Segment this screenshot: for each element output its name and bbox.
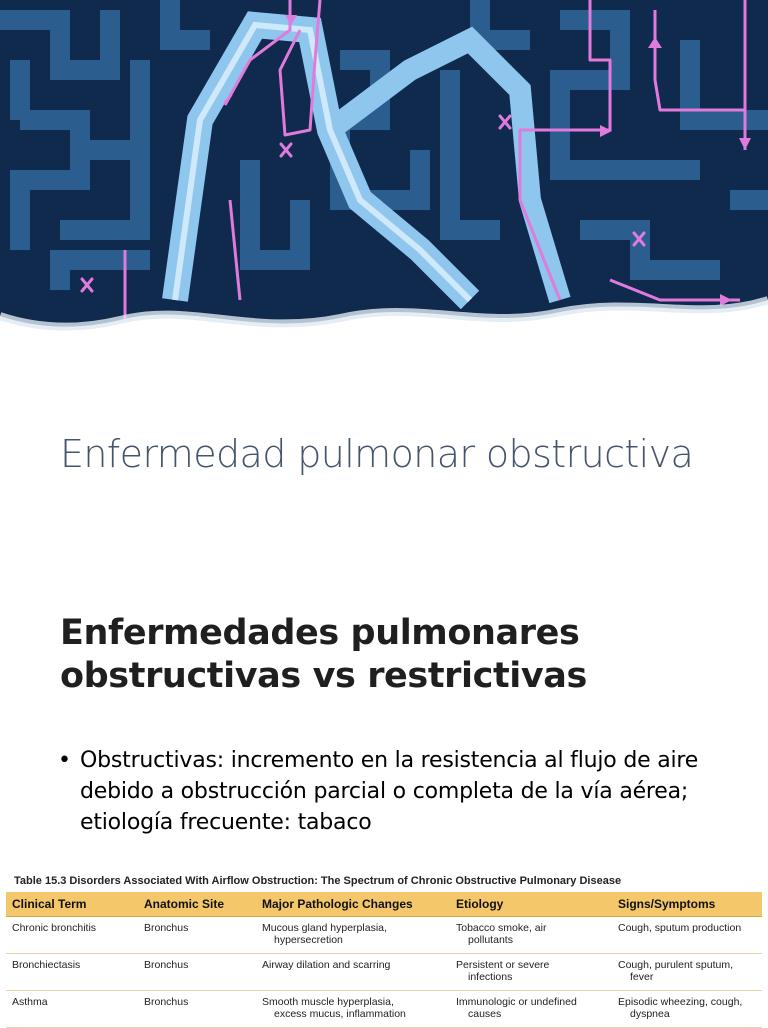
cell-line: fever [630, 971, 654, 983]
table-row [6, 954, 762, 991]
section-title [60, 612, 760, 698]
header-anatomic-site: Anatomic Site [138, 892, 256, 917]
cell-site: Bronchus [138, 991, 256, 1028]
cell-line: hypersecretion [274, 934, 343, 946]
cell-line: Tobacco smoke, air [456, 922, 547, 934]
cell-line: infections [468, 971, 513, 983]
cell-site: Bronchus [138, 917, 256, 954]
maze-banner [0, 0, 768, 345]
cell-signs [612, 954, 762, 991]
cell-line: Mucous gland hyperplasia, [262, 922, 387, 934]
cell-term: Asthma [6, 991, 138, 1028]
section-title-line-1: Enfermedades pulmonares [60, 613, 580, 653]
bullet-point [58, 745, 748, 838]
slide-title: Enfermedad pulmonar obstructiva [60, 432, 694, 476]
cell-site: Bronchus [138, 954, 256, 991]
cell-changes [256, 954, 450, 991]
cell-etiology [450, 954, 612, 991]
cell-term: Chronic bronchitis [6, 917, 138, 954]
cell-line: Immunologic or undefined [456, 996, 577, 1008]
header-signs-symptoms: Signs/Symptoms [612, 892, 762, 917]
cell-line: pollutants [468, 934, 513, 946]
table-row [6, 991, 762, 1028]
cell-changes [256, 917, 450, 954]
header-etiology: Etiology [450, 892, 612, 917]
cell-line: Episodic wheezing, cough, [618, 996, 743, 1008]
cell-line: Cough, sputum production [618, 922, 742, 934]
cell-line: causes [468, 1008, 502, 1020]
cell-line: Persistent or severe [456, 959, 550, 971]
bullet-dot-icon: • [58, 748, 71, 773]
cell-line: Cough, purulent sputum, [618, 959, 733, 971]
header-pathologic-changes: Major Pathologic Changes [256, 892, 450, 917]
cell-line: dyspnea [630, 1008, 670, 1020]
cell-line: excess mucus, inflammation [274, 1008, 406, 1020]
table-row [6, 917, 762, 954]
cell-signs [612, 991, 762, 1028]
cell-changes [256, 991, 450, 1028]
table-header-row [6, 892, 762, 917]
table-caption: Table 15.3 Disorders Associated With Airflow Obstruction: The Spectrum of Chronic Obstructive Pulmonary Disease [14, 875, 622, 887]
cell-etiology [450, 917, 612, 954]
cell-etiology [450, 991, 612, 1028]
cell-line: Airway dilation and scarring [262, 959, 391, 971]
cell-line: Smooth muscle hyperplasia, [262, 996, 394, 1008]
section-title-line-2: obstructivas vs restrictivas [60, 656, 587, 696]
header-clinical-term: Clinical Term [6, 892, 138, 917]
disease-table [6, 892, 762, 1028]
bullet-text: Obstructivas: incremento en la resistencia al flujo de aire debido a obstrucción parcial o completa de la vía aérea; etiología frecuente: tabaco [80, 748, 699, 835]
cell-signs [612, 917, 762, 954]
cell-term: Bronchiectasis [6, 954, 138, 991]
